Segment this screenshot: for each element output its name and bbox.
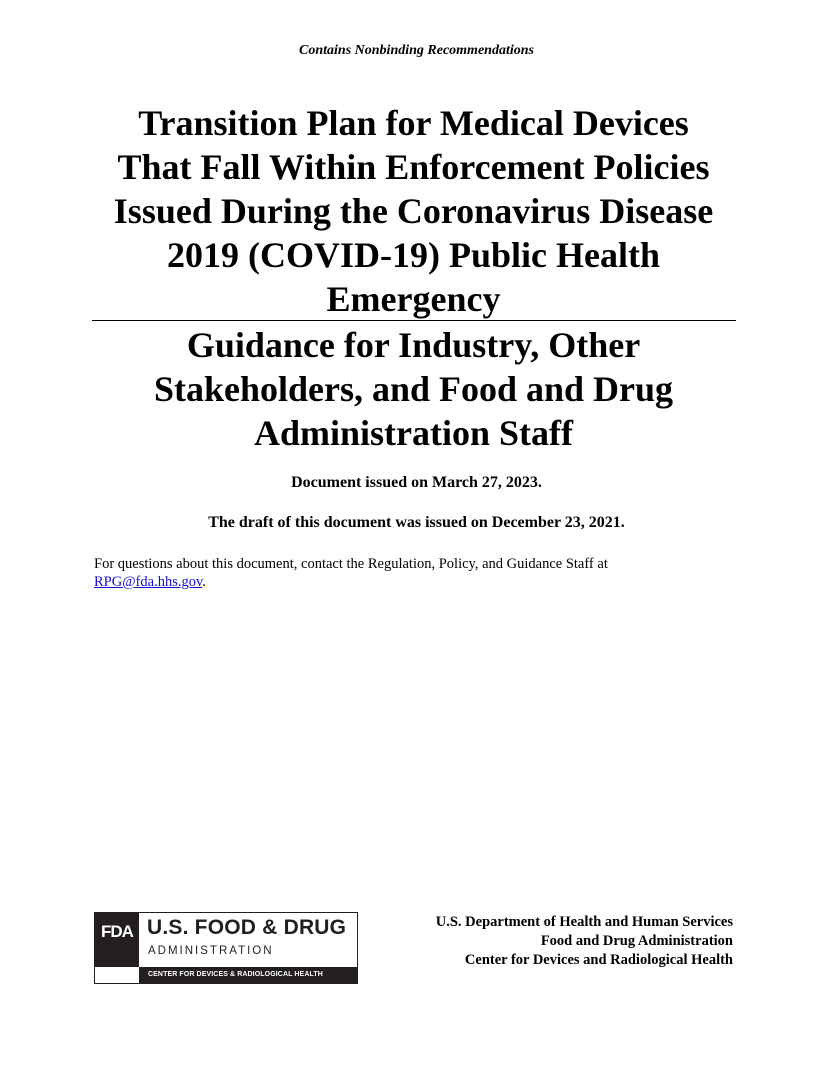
document-subtitle [80,323,747,455]
fda-mark-icon: FDA [95,913,139,967]
logo-center-band: CENTER FOR DEVICES & RADIOLOGICAL HEALTH [139,967,357,983]
nonbinding-note: Contains Nonbinding Recommendations [299,43,534,58]
agency-line: Center for Devices and Radiological Health [464,952,733,968]
title-line: That Fall Within Enforcement Policies [117,147,710,187]
issued-date: Document issued on March 27, 2023. [291,474,542,491]
document-title [80,101,747,321]
title-line: Transition Plan for Medical Devices [138,103,689,143]
agency-line: U.S. Department of Health and Human Services [435,914,733,930]
logo-agency-name: U.S. FOOD & DRUG [147,916,347,939]
contact-text: For questions about this document, contact the Regulation, Policy, and Guidance Staff at [94,556,608,572]
title-line: 2019 (COVID-19) Public Health [167,235,660,275]
agency-line: Food and Drug Administration [540,933,733,949]
subtitle-line: Guidance for Industry, Other [186,325,641,365]
contact-email-link[interactable]: RPG@fda.hhs.gov [94,574,203,590]
draft-date: The draft of this document was issued on December 23, 2021. [208,514,625,531]
contact-trailing: . [202,574,206,590]
agency-block [436,913,733,970]
title-line: Emergency [326,279,501,319]
subtitle-line: Administration Staff [253,413,573,453]
title-divider [92,320,736,321]
title-line: Issued During the Coronavirus Disease [113,191,714,231]
contact-paragraph [94,555,754,591]
subtitle-line: Stakeholders, and Food and Drug [153,369,674,409]
fda-logo [94,912,358,984]
logo-administration: ADMINISTRATION [148,945,274,957]
